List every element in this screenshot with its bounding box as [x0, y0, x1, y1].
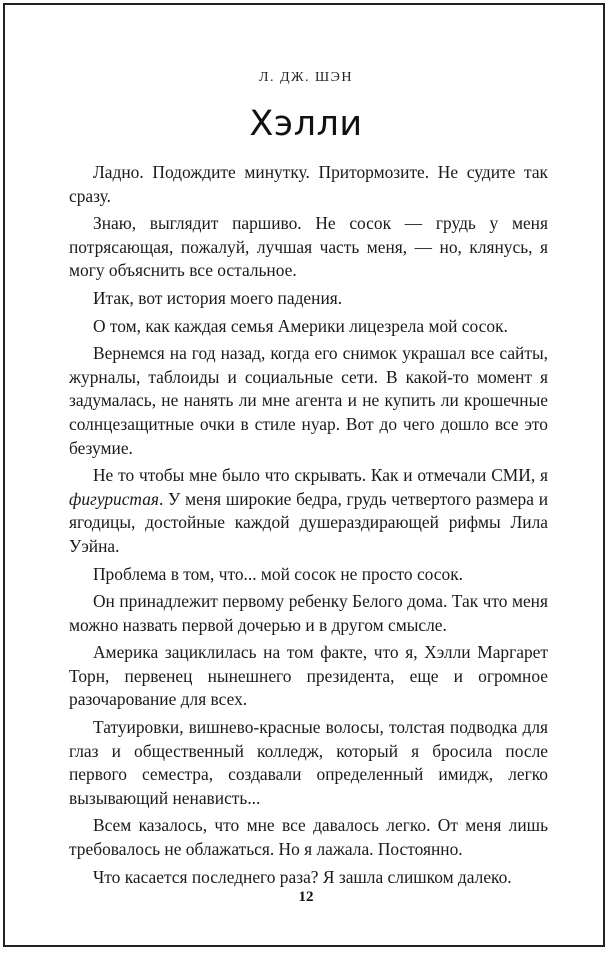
paragraph-2: Знаю, выглядит паршиво. Не сосок — грудь у меня потрясающая, пожалуй, лучшая часть меня, — но, клянусь, я могу объяснить все остальное. — [69, 213, 548, 281]
paragraph-6-start: Не то чтобы мне было что скрывать. Как и отмечали СМИ, я — [93, 465, 548, 486]
paragraph-7: Проблема в том, что... мой сосок не просто сосок. — [93, 563, 464, 584]
paragraph-11: Всем казалось, что мне все давалось легко. От меня лишь требовалось не облажаться. Но я лажала. Постоянно. — [69, 815, 548, 860]
paragraph-12: Что касается последнего раза? Я зашла слишком далеко. — [93, 866, 512, 887]
paragraph-6-end: . У меня широкие бедра, грудь четвертого размера и ягодицы, достойные каждой душераздирающей рифмы Лила Уэйна. — [69, 488, 548, 556]
paragraph-6-italic: фигуристая — [69, 488, 159, 509]
paragraph-1: Ладно. Подождите минутку. Притормозите. Не судите так сразу. — [69, 162, 548, 206]
page-number: 12 — [298, 889, 314, 905]
paragraph-8: Он принадлежит первому ребенку Белого дома. Так что меня можно назвать первой дочерью и в другом смысле. — [69, 591, 548, 635]
paragraph-5: Вернемся на год назад, когда его снимок украшал все сайты, журналы, таблоиды и социальные сети. В какой-то момент я задумалась, не нанять ли мне агента и не купить ли крошечные солнцезащитные очки в стиле нуар. Вот до чего дошло все это безумие. — [69, 343, 548, 458]
chapter-title: Хэлли — [249, 104, 363, 144]
paragraph-10: Татуировки, вишнево-красные волосы, толстая подводка для глаз и общественный колледж, который я бросила после первого семестра, создавали определенный имидж, легко вызывающий ненависть... — [69, 717, 548, 808]
paragraph-4: О том, как каждая семья Америки лицезрела мой сосок. — [93, 315, 508, 336]
paragraph-6 — [69, 464, 548, 558]
text-body — [69, 161, 548, 889]
paragraph-3: Итак, вот история моего падения. — [93, 287, 343, 308]
running-head: Л. ДЖ. ШЭН — [258, 70, 354, 85]
paragraph-9: Америка зациклилась на том факте, что я, Хэлли Маргарет Торн, первенец нынешнего президента, еще и огромное разочарование для всех. — [69, 642, 548, 710]
